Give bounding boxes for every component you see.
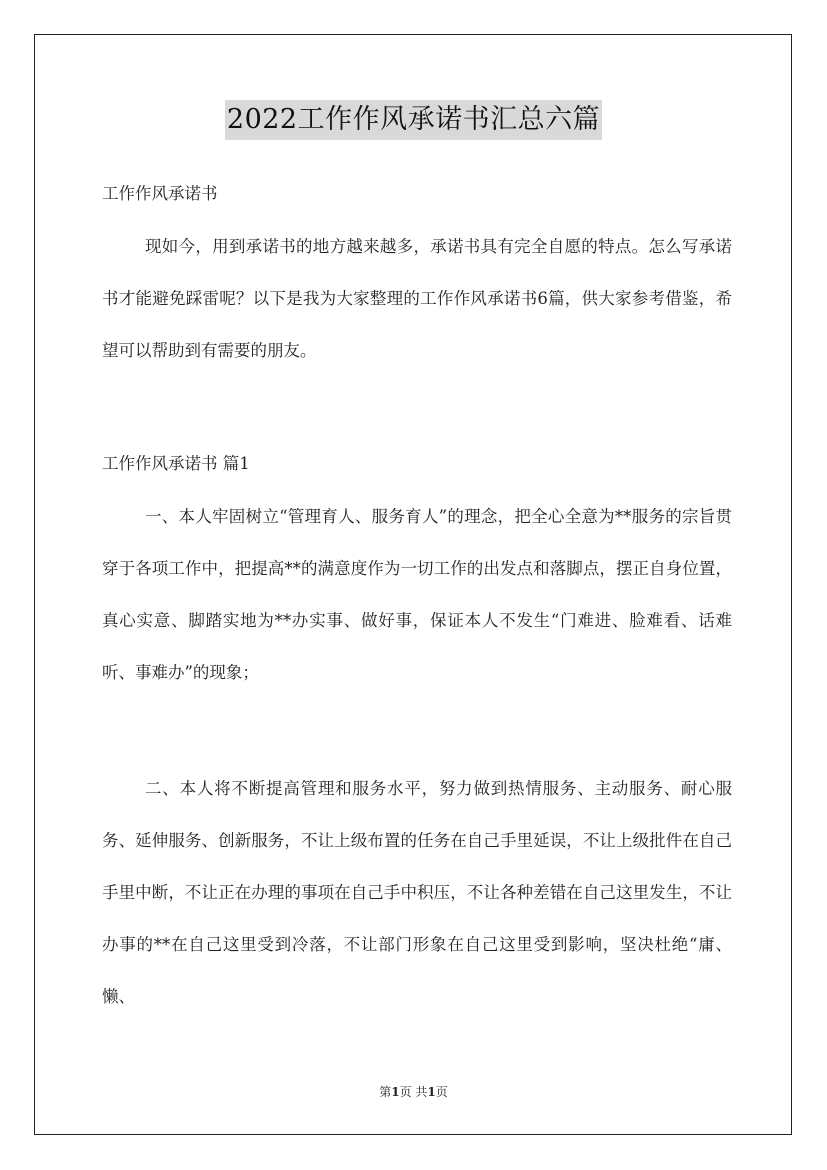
- page-footer: [0, 1083, 827, 1100]
- title-container: [0, 100, 827, 140]
- paragraph-2: 二、本人将不断提高管理和服务水平，努力做到热情服务、主动服务、耐心服务、延伸服务、创新服务，不让上级布置的任务在自己手里延误，不让上级批件在自己手里中断，不让正在办理的事项在自己手中积压，不让各种差错在自己这里发生，不让办事的**在自己这里受到冷落，不让部门形象在自己这里受到影响，坚决杜绝“庸、懒、: [102, 779, 732, 1006]
- footer-mid: 页 共: [399, 1085, 428, 1099]
- intro-paragraph: 现如今，用到承诺书的地方越来越多，承诺书具有完全自愿的特点。怎么写承诺书才能避免踩雷呢？以下是我为大家整理的工作作风承诺书6篇，供大家参考借鉴，希望可以帮助到有需要的朋友。: [102, 237, 732, 360]
- footer-page-number: 1: [391, 1085, 400, 1099]
- paragraph-1: 一、本人牢固树立“管理育人、服务育人”的理念，把全心全意为**服务的宗旨贯穿于各项工作中，把提高**的满意度作为一切工作的出发点和落脚点，摆正自身位置，真心实意、脚踏实地为**办实事、做好事，保证本人不发生“门难进、脸难看、话难听、事难办”的现象；: [102, 507, 732, 682]
- document-title: 2022工作作风承诺书汇总六篇: [225, 100, 602, 140]
- footer-page-total: 1: [427, 1085, 436, 1099]
- footer-suffix: 页: [435, 1085, 448, 1099]
- section1-heading: 工作作风承诺书 篇1: [102, 454, 250, 473]
- intro-heading: 工作作风承诺书: [102, 184, 218, 203]
- footer-prefix: 第: [379, 1085, 392, 1099]
